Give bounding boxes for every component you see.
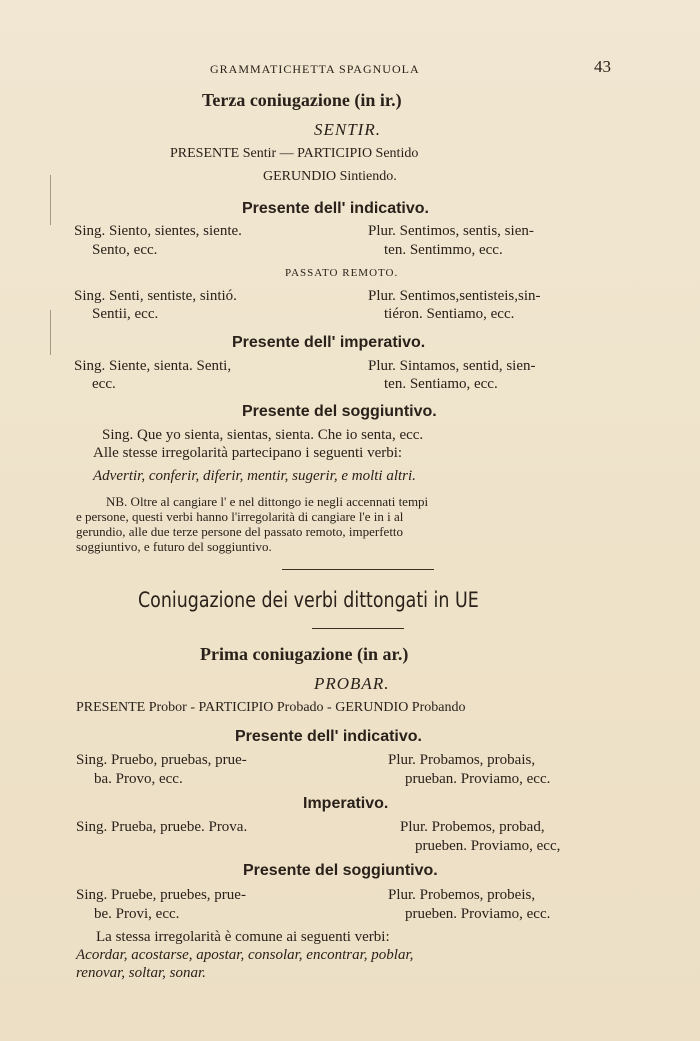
section-title: Coniugazione dei verbi dittongati in UE xyxy=(138,588,479,612)
verb-list: Advertir, conferir, diferir, mentir, sugerir, e molti altri. xyxy=(93,468,416,484)
note-line: NB. Oltre al cangiare l' e nel dittongo ie negli accennati tempi xyxy=(106,494,429,509)
subheading-soggiuntivo: Presente del soggiuntivo. xyxy=(243,862,438,879)
note-line: gerundio, alle due terze persone del passato remoto, imperfetto xyxy=(76,524,404,539)
subheading-indicativo: Presente dell' indicativo. xyxy=(235,728,422,745)
page-number: 43 xyxy=(594,57,611,76)
verb-heading: SENTIR. xyxy=(314,120,381,139)
forms-line: PRESENTE Sentir — PARTICIPIO Sentido xyxy=(170,146,419,161)
conjugation-line: Sentii, ecc. xyxy=(92,306,159,322)
conjugation-line: Plur. Sentimos,sentisteis,sin- xyxy=(368,288,541,304)
conjugation-line: Sing. Pruebe, pruebes, prue- xyxy=(76,887,246,903)
verb-list: renovar, soltar, sonar. xyxy=(76,965,206,981)
conjugation-line: Plur. Sintamos, sentid, sien- xyxy=(368,358,536,374)
divider xyxy=(312,628,404,629)
subheading-passato: PASSATO REMOTO. xyxy=(285,267,399,279)
conjugation-line: Plur. Probamos, probais, xyxy=(388,752,536,768)
subheading-soggiuntivo: Presente del soggiuntivo. xyxy=(242,403,437,420)
note-line: e persone, questi verbi hanno l'irregolarità di cangiare l'e in i al xyxy=(76,509,404,524)
verb-heading: PROBAR. xyxy=(314,674,390,693)
conjugation-line: Sing. Prueba, pruebe. Prova. xyxy=(76,819,248,835)
conjugation-line: Sing. Siento, sientes, siente. xyxy=(74,223,242,239)
conjugation-line: prueben. Proviamo, ecc, xyxy=(415,838,561,854)
section-subtitle: Prima coniugazione (in ar.) xyxy=(200,644,409,664)
conjugation-line: ba. Provo, ecc. xyxy=(94,771,183,787)
subheading-imperativo: Imperativo. xyxy=(303,795,389,812)
section-title: Terza coniugazione (in ir.) xyxy=(202,90,402,110)
conjugation-line: Sing. Pruebo, pruebas, prue- xyxy=(76,752,247,768)
conjugation-line: tiéron. Sentiamo, ecc. xyxy=(384,306,515,322)
running-title: GRAMMATICHETTA SPAGNUOLA xyxy=(210,62,420,76)
conjugation-line: be. Provi, ecc. xyxy=(94,906,180,922)
conjugation-line: Plur. Probemos, probeis, xyxy=(388,887,536,903)
margin-mark xyxy=(50,175,51,225)
conjugation-line: Plur. Sentimos, sentis, sien- xyxy=(368,223,534,239)
forms-line: PRESENTE Probor - PARTICIPIO Probado - GERUNDIO Probando xyxy=(76,700,466,715)
verb-list: Acordar, acostarse, apostar, consolar, encontrar, poblar, xyxy=(76,947,414,963)
conjugation-line: Sing. Siente, sienta. Senti, xyxy=(74,358,232,374)
conjugation-line: ten. Sentimmo, ecc. xyxy=(384,242,503,258)
subheading-imperativo: Presente dell' imperativo. xyxy=(232,334,426,351)
conjugation-line: ecc. xyxy=(92,376,116,392)
divider xyxy=(282,569,434,570)
conjugation-line: Plur. Probemos, probad, xyxy=(400,819,545,835)
note-line: soggiuntivo, e futuro del soggiuntivo. xyxy=(76,539,272,554)
margin-mark xyxy=(50,310,51,355)
subheading-indicativo: Presente dell' indicativo. xyxy=(242,200,429,217)
conjugation-line: Sing. Senti, sentiste, sintió. xyxy=(74,288,237,304)
text-line: Alle stesse irregolarità partecipano i seguenti verbi: xyxy=(93,445,403,461)
text-line: La stessa irregolarità è comune ai seguenti verbi: xyxy=(96,929,390,945)
conjugation-line: prueban. Proviamo, ecc. xyxy=(405,771,551,787)
conjugation-line: ten. Sentiamo, ecc. xyxy=(384,376,498,392)
conjugation-line: Sing. Que yo sienta, sientas, sienta. Che io senta, ecc. xyxy=(102,427,424,443)
conjugation-line: prueben. Proviamo, ecc. xyxy=(405,906,551,922)
forms-line: GERUNDIO Sintiendo. xyxy=(263,169,397,184)
conjugation-line: Sento, ecc. xyxy=(92,242,158,258)
